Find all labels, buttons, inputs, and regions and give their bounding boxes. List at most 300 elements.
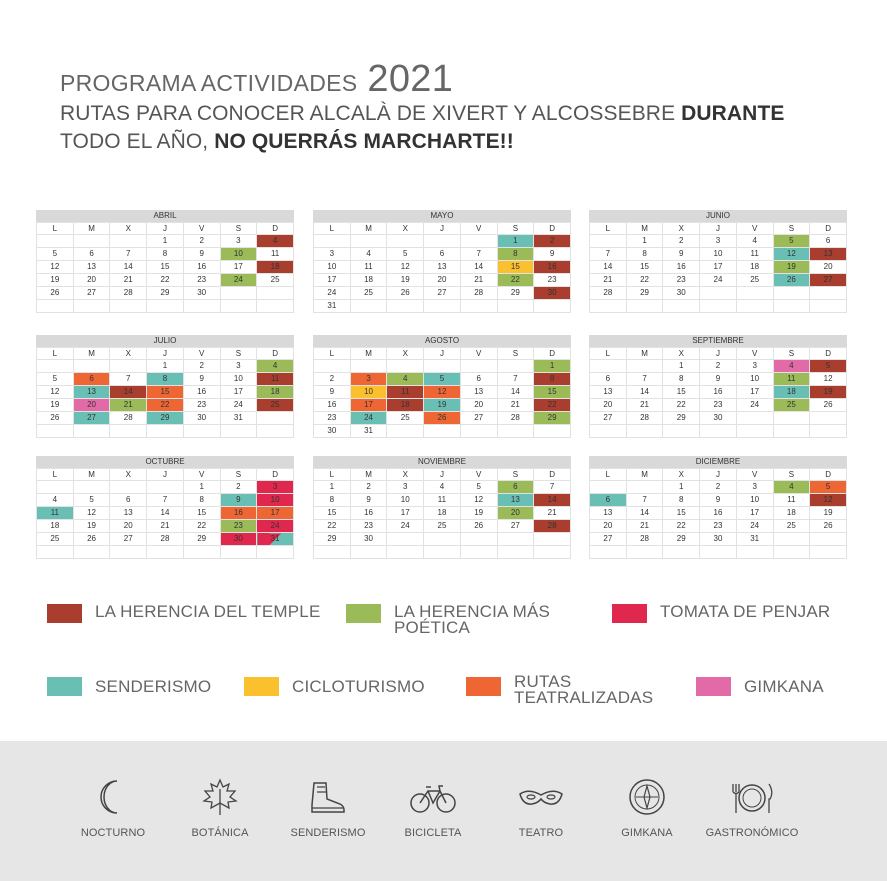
day-cell[interactable]: 21 xyxy=(626,520,663,533)
day-cell[interactable]: 26 xyxy=(810,520,847,533)
day-cell[interactable]: 15 xyxy=(497,261,534,274)
day-cell[interactable]: 28 xyxy=(110,287,147,300)
day-cell[interactable]: 14 xyxy=(110,386,147,399)
day-cell[interactable]: 24 xyxy=(220,274,257,287)
day-cell[interactable]: 21 xyxy=(534,507,571,520)
day-cell[interactable]: 8 xyxy=(314,494,351,507)
day-cell[interactable]: 11 xyxy=(37,507,74,520)
day-cell[interactable]: 2 xyxy=(183,235,220,248)
day-cell[interactable]: 29 xyxy=(663,412,700,425)
day-cell[interactable]: 19 xyxy=(810,507,847,520)
day-cell[interactable]: 8 xyxy=(183,494,220,507)
day-cell[interactable]: 12 xyxy=(37,261,74,274)
day-cell[interactable]: 13 xyxy=(73,386,110,399)
day-cell[interactable]: 17 xyxy=(257,507,294,520)
day-cell[interactable]: 23 xyxy=(700,520,737,533)
day-cell[interactable]: 24 xyxy=(350,412,387,425)
day-cell[interactable]: 7 xyxy=(626,373,663,386)
day-cell[interactable]: 29 xyxy=(314,533,351,546)
day-cell[interactable]: 13 xyxy=(460,386,497,399)
day-cell[interactable]: 18 xyxy=(257,386,294,399)
day-cell[interactable]: 29 xyxy=(497,287,534,300)
day-cell[interactable]: 19 xyxy=(773,261,810,274)
day-cell[interactable]: 10 xyxy=(314,261,351,274)
day-cell[interactable]: 29 xyxy=(534,412,571,425)
footer-label: NOCTURNO xyxy=(80,827,146,839)
day-cell[interactable]: 10 xyxy=(220,373,257,386)
day-cell[interactable]: 10 xyxy=(257,494,294,507)
day-cell[interactable]: 13 xyxy=(590,386,627,399)
day-cell[interactable]: 4 xyxy=(387,373,424,386)
day-cell[interactable]: 7 xyxy=(534,481,571,494)
day-cell[interactable]: 18 xyxy=(773,507,810,520)
day-cell[interactable]: 8 xyxy=(497,248,534,261)
day-cell[interactable]: 26 xyxy=(73,533,110,546)
day-cell[interactable]: 25 xyxy=(773,399,810,412)
day-cell[interactable]: 28 xyxy=(110,412,147,425)
day-cell[interactable]: 21 xyxy=(110,274,147,287)
day-cell[interactable]: 11 xyxy=(773,373,810,386)
day-cell[interactable]: 30 xyxy=(534,287,571,300)
day-cell[interactable]: 29 xyxy=(663,533,700,546)
footer-botanica xyxy=(170,777,270,839)
day-cell[interactable]: 16 xyxy=(183,261,220,274)
day-cell[interactable]: 12 xyxy=(424,386,461,399)
day-cell[interactable]: 22 xyxy=(663,520,700,533)
day-cell[interactable]: 28 xyxy=(497,412,534,425)
day-cell[interactable]: 14 xyxy=(590,261,627,274)
legend-label: CICLOTURISMO xyxy=(292,677,425,696)
day-cell[interactable]: 18 xyxy=(387,399,424,412)
day-cell[interactable]: 8 xyxy=(626,248,663,261)
week-row xyxy=(314,481,571,494)
day-cell[interactable]: 16 xyxy=(534,261,571,274)
day-cell[interactable]: 11 xyxy=(257,373,294,386)
day-cell[interactable]: 3 xyxy=(257,481,294,494)
day-cell[interactable]: 12 xyxy=(773,248,810,261)
day-cell[interactable]: 17 xyxy=(736,507,773,520)
day-cell[interactable]: 30 xyxy=(220,533,257,546)
day-cell[interactable]: 4 xyxy=(773,481,810,494)
day-cell[interactable]: 11 xyxy=(257,248,294,261)
day-cell[interactable]: 16 xyxy=(314,399,351,412)
day-cell[interactable]: 9 xyxy=(700,494,737,507)
day-cell[interactable]: 22 xyxy=(497,274,534,287)
day-cell[interactable]: 12 xyxy=(73,507,110,520)
day-cell[interactable]: 19 xyxy=(387,274,424,287)
day-cell[interactable]: 14 xyxy=(497,386,534,399)
day-cell[interactable]: 1 xyxy=(663,360,700,373)
day-cell[interactable]: 18 xyxy=(37,520,74,533)
day-cell[interactable]: 19 xyxy=(424,399,461,412)
day-cell[interactable]: 25 xyxy=(736,274,773,287)
day-cell[interactable]: 11 xyxy=(350,261,387,274)
day-cell[interactable]: 20 xyxy=(424,274,461,287)
day-cell[interactable]: 11 xyxy=(424,494,461,507)
day-cell[interactable]: 30 xyxy=(350,533,387,546)
day-cell[interactable]: 6 xyxy=(110,494,147,507)
day-cell[interactable]: 25 xyxy=(257,274,294,287)
day-cell[interactable]: 16 xyxy=(350,507,387,520)
day-cell[interactable]: 15 xyxy=(663,507,700,520)
day-cell[interactable]: 24 xyxy=(387,520,424,533)
day-cell[interactable]: 17 xyxy=(220,386,257,399)
day-cell[interactable]: 5 xyxy=(810,360,847,373)
day-cell[interactable]: 7 xyxy=(110,248,147,261)
day-cell[interactable]: 19 xyxy=(37,274,74,287)
day-cell[interactable]: 9 xyxy=(663,248,700,261)
day-cell[interactable]: 9 xyxy=(350,494,387,507)
day-cell[interactable]: 27 xyxy=(497,520,534,533)
day-cell[interactable]: 18 xyxy=(773,386,810,399)
day-cell[interactable]: 11 xyxy=(387,386,424,399)
day-cell[interactable]: 31 xyxy=(350,425,387,438)
empty-cell xyxy=(460,425,497,438)
day-cell[interactable]: 13 xyxy=(73,261,110,274)
day-cell[interactable]: 1 xyxy=(147,360,184,373)
day-cell[interactable]: 10 xyxy=(736,494,773,507)
day-cell[interactable]: 20 xyxy=(590,520,627,533)
day-cell[interactable]: 24 xyxy=(314,287,351,300)
day-cell[interactable]: 2 xyxy=(663,235,700,248)
day-cell[interactable]: 20 xyxy=(110,520,147,533)
day-cell[interactable]: 26 xyxy=(387,287,424,300)
day-cell[interactable]: 18 xyxy=(424,507,461,520)
weekday-row xyxy=(37,223,294,235)
day-cell[interactable]: 27 xyxy=(460,412,497,425)
day-cell[interactable]: 17 xyxy=(736,386,773,399)
day-cell[interactable]: 3 xyxy=(220,360,257,373)
day-cell[interactable]: 21 xyxy=(626,399,663,412)
day-cell[interactable]: 5 xyxy=(37,373,74,386)
day-cell[interactable]: 29 xyxy=(183,533,220,546)
day-cell[interactable]: 27 xyxy=(424,287,461,300)
day-cell[interactable]: 30 xyxy=(700,533,737,546)
day-cell[interactable]: 31 xyxy=(220,412,257,425)
day-cell[interactable]: 7 xyxy=(626,494,663,507)
day-cell[interactable]: 6 xyxy=(590,494,627,507)
weekday-row xyxy=(314,223,571,235)
day-cell[interactable]: 17 xyxy=(387,507,424,520)
legend-swatch xyxy=(612,604,647,623)
weekday-label: M xyxy=(350,469,387,481)
month-grid xyxy=(313,347,571,438)
day-cell[interactable]: 13 xyxy=(424,261,461,274)
day-cell[interactable]: 15 xyxy=(183,507,220,520)
day-cell[interactable]: 10 xyxy=(736,373,773,386)
day-cell[interactable]: 14 xyxy=(534,494,571,507)
day-cell[interactable]: 27 xyxy=(590,533,627,546)
day-cell[interactable]: 1 xyxy=(497,235,534,248)
day-cell[interactable]: 28 xyxy=(590,287,627,300)
day-cell[interactable]: 6 xyxy=(73,248,110,261)
day-cell[interactable]: 22 xyxy=(183,520,220,533)
day-cell[interactable]: 30 xyxy=(700,412,737,425)
day-cell[interactable]: 14 xyxy=(147,507,184,520)
day-cell[interactable]: 26 xyxy=(37,412,74,425)
day-cell[interactable]: 2 xyxy=(314,373,351,386)
empty-cell xyxy=(387,425,424,438)
empty-cell xyxy=(534,533,571,546)
day-cell[interactable]: 9 xyxy=(314,386,351,399)
day-cell[interactable]: 25 xyxy=(387,412,424,425)
day-cell[interactable]: 18 xyxy=(736,261,773,274)
footer-label: BICICLETA xyxy=(404,827,462,839)
day-cell[interactable]: 26 xyxy=(424,412,461,425)
day-cell[interactable]: 29 xyxy=(626,287,663,300)
day-cell[interactable]: 19 xyxy=(810,386,847,399)
week-row xyxy=(314,494,571,507)
day-cell[interactable]: 14 xyxy=(626,507,663,520)
day-cell[interactable]: 16 xyxy=(700,386,737,399)
day-cell[interactable]: 5 xyxy=(460,481,497,494)
day-cell[interactable]: 24 xyxy=(220,399,257,412)
day-cell[interactable]: 9 xyxy=(183,248,220,261)
day-cell[interactable]: 25 xyxy=(350,287,387,300)
day-cell[interactable]: 21 xyxy=(460,274,497,287)
day-cell[interactable]: 23 xyxy=(220,520,257,533)
day-cell[interactable]: 5 xyxy=(810,481,847,494)
day-cell[interactable]: 20 xyxy=(810,261,847,274)
day-cell[interactable]: 3 xyxy=(350,373,387,386)
day-cell[interactable]: 5 xyxy=(73,494,110,507)
day-cell[interactable]: 9 xyxy=(534,248,571,261)
day-cell[interactable]: 21 xyxy=(147,520,184,533)
day-cell[interactable]: 20 xyxy=(460,399,497,412)
day-cell[interactable]: 6 xyxy=(590,373,627,386)
day-cell[interactable]: 23 xyxy=(183,399,220,412)
day-cell[interactable]: 10 xyxy=(220,248,257,261)
day-cell[interactable]: 31 xyxy=(257,533,294,546)
day-cell[interactable]: 7 xyxy=(110,373,147,386)
day-cell[interactable]: 15 xyxy=(534,386,571,399)
day-cell[interactable]: 3 xyxy=(700,235,737,248)
day-cell[interactable]: 4 xyxy=(37,494,74,507)
empty-cell xyxy=(110,481,147,494)
day-cell[interactable]: 3 xyxy=(220,235,257,248)
day-cell[interactable]: 8 xyxy=(663,373,700,386)
day-cell[interactable]: 2 xyxy=(700,360,737,373)
day-cell[interactable]: 15 xyxy=(626,261,663,274)
day-cell[interactable]: 10 xyxy=(387,494,424,507)
day-cell[interactable]: 26 xyxy=(773,274,810,287)
day-cell[interactable]: 20 xyxy=(590,399,627,412)
day-cell[interactable]: 7 xyxy=(147,494,184,507)
day-cell[interactable]: 8 xyxy=(534,373,571,386)
day-cell[interactable]: 23 xyxy=(314,412,351,425)
day-cell[interactable]: 15 xyxy=(147,261,184,274)
day-cell[interactable]: 24 xyxy=(700,274,737,287)
day-cell[interactable]: 28 xyxy=(147,533,184,546)
day-cell[interactable]: 24 xyxy=(736,399,773,412)
day-cell[interactable]: 30 xyxy=(663,287,700,300)
day-cell[interactable]: 23 xyxy=(534,274,571,287)
day-cell[interactable]: 3 xyxy=(736,360,773,373)
day-cell[interactable]: 19 xyxy=(37,399,74,412)
day-cell[interactable]: 7 xyxy=(590,248,627,261)
day-cell[interactable]: 13 xyxy=(497,494,534,507)
day-cell[interactable]: 17 xyxy=(220,261,257,274)
day-cell[interactable]: 28 xyxy=(626,412,663,425)
weekday-label: S xyxy=(220,223,257,235)
day-cell[interactable]: 9 xyxy=(220,494,257,507)
day-cell[interactable]: 13 xyxy=(810,248,847,261)
empty-cell xyxy=(73,546,110,559)
day-cell[interactable]: 16 xyxy=(663,261,700,274)
empty-cell xyxy=(73,235,110,248)
day-cell[interactable]: 22 xyxy=(314,520,351,533)
day-cell[interactable]: 27 xyxy=(73,412,110,425)
day-cell[interactable]: 16 xyxy=(220,507,257,520)
day-cell[interactable]: 22 xyxy=(663,399,700,412)
day-cell[interactable]: 26 xyxy=(810,399,847,412)
day-cell[interactable]: 3 xyxy=(314,248,351,261)
day-cell[interactable]: 24 xyxy=(257,520,294,533)
day-cell[interactable]: 4 xyxy=(736,235,773,248)
day-cell[interactable]: 15 xyxy=(147,386,184,399)
day-cell[interactable]: 27 xyxy=(73,287,110,300)
day-cell[interactable]: 5 xyxy=(424,373,461,386)
day-cell[interactable]: 25 xyxy=(773,520,810,533)
day-cell[interactable]: 28 xyxy=(626,533,663,546)
day-cell[interactable]: 1 xyxy=(663,481,700,494)
day-cell[interactable]: 24 xyxy=(736,520,773,533)
week-row xyxy=(37,520,294,533)
day-cell[interactable]: 16 xyxy=(700,507,737,520)
day-cell[interactable]: 12 xyxy=(37,386,74,399)
day-cell[interactable]: 14 xyxy=(460,261,497,274)
day-cell[interactable]: 9 xyxy=(183,373,220,386)
day-cell[interactable]: 20 xyxy=(73,274,110,287)
day-cell[interactable]: 2 xyxy=(220,481,257,494)
day-cell[interactable]: 11 xyxy=(736,248,773,261)
day-cell[interactable]: 7 xyxy=(460,248,497,261)
day-cell[interactable]: 3 xyxy=(736,481,773,494)
day-cell[interactable]: 7 xyxy=(497,373,534,386)
day-cell[interactable]: 20 xyxy=(497,507,534,520)
day-cell[interactable]: 8 xyxy=(147,248,184,261)
day-cell[interactable]: 22 xyxy=(147,274,184,287)
day-cell[interactable]: 6 xyxy=(73,373,110,386)
day-cell[interactable]: 5 xyxy=(773,235,810,248)
empty-cell xyxy=(424,360,461,373)
day-cell[interactable]: 17 xyxy=(700,261,737,274)
day-cell[interactable]: 5 xyxy=(387,248,424,261)
day-cell[interactable]: 14 xyxy=(626,386,663,399)
day-cell[interactable]: 21 xyxy=(590,274,627,287)
day-cell[interactable]: 4 xyxy=(350,248,387,261)
day-cell[interactable]: 5 xyxy=(37,248,74,261)
day-cell[interactable]: 21 xyxy=(110,399,147,412)
day-cell[interactable]: 18 xyxy=(350,274,387,287)
day-cell[interactable]: 27 xyxy=(110,533,147,546)
day-cell[interactable]: 28 xyxy=(534,520,571,533)
day-cell[interactable]: 17 xyxy=(314,274,351,287)
day-cell[interactable]: 23 xyxy=(700,399,737,412)
day-cell[interactable]: 6 xyxy=(497,481,534,494)
weekday-label: J xyxy=(700,223,737,235)
day-cell[interactable]: 1 xyxy=(314,481,351,494)
day-cell[interactable]: 2 xyxy=(350,481,387,494)
day-cell[interactable]: 4 xyxy=(424,481,461,494)
day-cell[interactable]: 15 xyxy=(314,507,351,520)
day-cell[interactable]: 1 xyxy=(147,235,184,248)
day-cell[interactable]: 30 xyxy=(183,287,220,300)
day-cell[interactable]: 9 xyxy=(700,373,737,386)
day-cell[interactable]: 25 xyxy=(424,520,461,533)
day-cell[interactable]: 23 xyxy=(663,274,700,287)
day-cell[interactable]: 22 xyxy=(534,399,571,412)
day-cell[interactable]: 13 xyxy=(110,507,147,520)
day-cell[interactable]: 10 xyxy=(700,248,737,261)
day-cell[interactable]: 8 xyxy=(663,494,700,507)
day-cell[interactable]: 14 xyxy=(110,261,147,274)
day-cell[interactable]: 18 xyxy=(257,261,294,274)
day-cell[interactable]: 26 xyxy=(37,287,74,300)
day-cell[interactable]: 30 xyxy=(314,425,351,438)
day-cell[interactable]: 12 xyxy=(387,261,424,274)
weekday-label: M xyxy=(73,223,110,235)
day-cell[interactable]: 27 xyxy=(810,274,847,287)
day-cell[interactable]: 4 xyxy=(773,360,810,373)
day-cell[interactable]: 12 xyxy=(460,494,497,507)
day-cell[interactable]: 31 xyxy=(314,300,351,313)
calendar-abril xyxy=(36,210,294,313)
day-cell[interactable]: 29 xyxy=(147,412,184,425)
day-cell[interactable]: 23 xyxy=(350,520,387,533)
day-cell[interactable]: 28 xyxy=(460,287,497,300)
weekday-row xyxy=(37,348,294,360)
day-cell[interactable]: 10 xyxy=(350,386,387,399)
day-cell[interactable]: 3 xyxy=(387,481,424,494)
day-cell[interactable]: 25 xyxy=(37,533,74,546)
day-cell[interactable]: 19 xyxy=(73,520,110,533)
day-cell[interactable]: 4 xyxy=(257,235,294,248)
day-cell[interactable]: 1 xyxy=(626,235,663,248)
day-cell[interactable]: 19 xyxy=(460,507,497,520)
day-cell[interactable]: 4 xyxy=(257,360,294,373)
day-cell[interactable]: 12 xyxy=(810,373,847,386)
day-cell[interactable]: 29 xyxy=(147,287,184,300)
day-cell[interactable]: 1 xyxy=(534,360,571,373)
day-cell[interactable]: 22 xyxy=(147,399,184,412)
day-cell[interactable]: 1 xyxy=(183,481,220,494)
day-cell[interactable]: 16 xyxy=(183,386,220,399)
day-cell[interactable]: 20 xyxy=(73,399,110,412)
day-cell[interactable]: 8 xyxy=(147,373,184,386)
day-cell[interactable]: 13 xyxy=(590,507,627,520)
day-cell[interactable]: 30 xyxy=(183,412,220,425)
week-row xyxy=(590,261,847,274)
day-cell[interactable]: 27 xyxy=(590,412,627,425)
day-cell[interactable]: 25 xyxy=(257,399,294,412)
day-cell[interactable]: 6 xyxy=(460,373,497,386)
day-cell[interactable]: 22 xyxy=(626,274,663,287)
day-cell[interactable]: 21 xyxy=(497,399,534,412)
day-cell[interactable]: 2 xyxy=(183,360,220,373)
day-cell[interactable]: 6 xyxy=(810,235,847,248)
day-cell[interactable]: 31 xyxy=(736,533,773,546)
day-cell[interactable]: 2 xyxy=(534,235,571,248)
day-cell[interactable]: 6 xyxy=(424,248,461,261)
day-cell[interactable]: 26 xyxy=(460,520,497,533)
day-cell[interactable]: 11 xyxy=(773,494,810,507)
day-cell[interactable]: 23 xyxy=(183,274,220,287)
day-cell[interactable]: 12 xyxy=(810,494,847,507)
day-cell[interactable]: 2 xyxy=(700,481,737,494)
day-cell[interactable]: 17 xyxy=(350,399,387,412)
day-cell[interactable]: 15 xyxy=(663,386,700,399)
